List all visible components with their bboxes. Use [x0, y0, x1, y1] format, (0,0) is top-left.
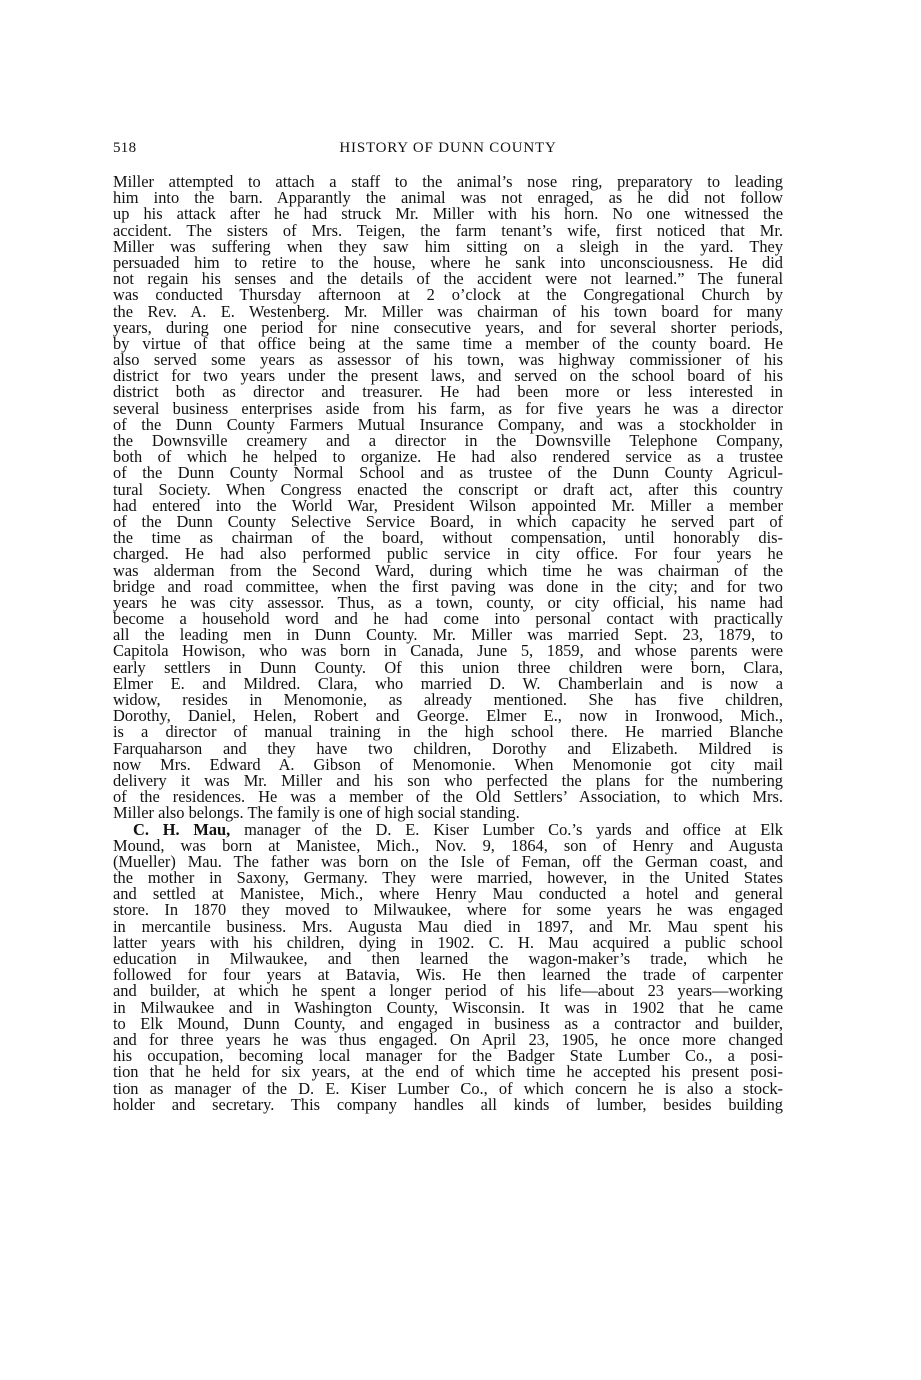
text-line-rest: manager of the D. E. Kiser Lumber Co.’s yards and office at Elk [230, 819, 784, 839]
body-text [113, 174, 783, 1113]
text-line: accident. The sisters of Mrs. Teigen, the farm tenant’s wife, first noticed that Mr. [113, 220, 783, 240]
text-line: several business enterprises aside from his farm, as for five years he was a director [113, 398, 783, 418]
text-line: become a household word and he had come into personal contact with practically [113, 609, 783, 629]
text-line: also served some years as assessor of his town, was highway commissioner of his [113, 350, 783, 370]
text-line: tural Society. When Congress enacted the conscript or draft act, after this country [113, 479, 783, 499]
text-line: by virtue of that office being at the same time a member of the county board. He [113, 333, 783, 353]
text-line: now Mrs. Edward A. Gibson of Menomonie. When Menomonie got city mail [113, 754, 783, 774]
text-line: was conducted Thursday afternoon at 2 o’clock at the Congregational Church by [113, 285, 783, 305]
text-line: tion that he held for six years, at the end of which time he accepted his present posi- [113, 1062, 783, 1082]
paragraph-miller [113, 174, 783, 822]
text-line: him into the barn. Apparantly the animal was not enraged, as he did not follow [113, 188, 783, 208]
biography-subject-name: C. H. Mau, [133, 819, 231, 839]
text-line: holder and secretary. This company handles all kinds of lumber, besides building [113, 1094, 783, 1114]
text-line: Farquaharson and they have two children, Dorothy and Elizabeth. Mildred is [113, 738, 783, 758]
text-line: to Elk Mound, Dunn County, and engaged in business as a contractor and builder, [113, 1013, 783, 1033]
text-line: Miller also belongs. The family is one of high social standing. [113, 803, 520, 823]
text-line: bridge and road committee, when the first paving was done in the city; and for two [113, 576, 783, 596]
text-line: education in Milwaukee, and then learned the wagon-maker’s trade, which he [113, 949, 783, 968]
text-line: district both as director and treasurer. He had been more or less interested in [113, 382, 783, 402]
text-line: in mercantile business. Mrs. Augusta Mau died in 1897, and Mr. Mau spent his [113, 916, 783, 936]
text-line: store. In 1870 they moved to Milwaukee, where for some years he was engaged [113, 900, 783, 920]
text-line: of the Dunn County Selective Service Board, in which capacity he served part of [113, 511, 783, 531]
text-line: the Rev. A. E. Westenberg. Mr. Miller was chairman of his town board for many [113, 301, 783, 321]
text-line: both of which he helped to organize. He had also rendered service as a trustee [113, 447, 783, 467]
page-number: 518 [113, 140, 137, 156]
text-line: had entered into the World War, President Wilson appointed Mr. Miller a member [113, 495, 783, 515]
text-line: latter years with his children, dying in 1902. C. H. Mau acquired a public school [113, 932, 783, 952]
text-line: is a director of manual training in the high school there. He married Blanche [113, 722, 783, 742]
text-line: years he was city assessor. Thus, as a town, county, or city official, his name had [113, 592, 783, 612]
text-line: of the Dunn County Normal School and as trustee of the Dunn County Agricul- [113, 463, 783, 483]
text-line: Miller attempted to attach a staff to the animal’s nose ring, preparatory to leading [113, 172, 783, 191]
text-line: all the leading men in Dunn County. Mr. Miller was married Sept. 23, 1879, to [113, 625, 783, 645]
text-line: (Mueller) Mau. The father was born on the Isle of Feman, off the German coast, and [113, 851, 783, 871]
text-line: of the residences. He was a member of the Old Settlers’ Association, to which Mrs. [113, 787, 783, 807]
text-line: charged. He had also performed public service in city office. For four years he [113, 544, 783, 564]
text-line: years, during one period for nine consecutive years, and for several shorter periods, [113, 317, 783, 337]
running-head [113, 140, 783, 162]
text-line: persuaded him to retire to the house, where he sank into unconsciousness. He did [113, 252, 783, 272]
text-line: in Milwaukee and in Washington County, Wisconsin. It was in 1902 that he came [113, 997, 783, 1017]
text-line: and settled at Manistee, Mich., where Henry Mau conducted a hotel and general [113, 884, 783, 904]
text-line: the mother in Saxony, Germany. They were married, however, in the United States [113, 868, 783, 888]
text-line: was alderman from the Second Ward, during which time he was chairman of the [113, 560, 783, 580]
text-line: and for three years he was thus engaged. On April 23, 1905, he once more changed [113, 1029, 783, 1049]
text-line: the time as chairman of the board, without compensation, until honorably dis- [113, 528, 783, 548]
text-line: and builder, at which he spent a longer period of his life—about 23 years—working [113, 981, 783, 1001]
text-line: delivery it was Mr. Miller and his son who perfected the plans for the numbering [113, 770, 783, 790]
text-line: Capitola Howison, who was born in Canada, June 5, 1859, and whose parents were [113, 641, 783, 661]
text-line: Dorothy, Daniel, Helen, Robert and George. Elmer E., now in Ironwood, Mich., [113, 706, 783, 726]
running-title: HISTORY OF DUNN COUNTY [339, 140, 557, 156]
text-line: early settlers in Dunn County. Of this union three children were born, Clara, [113, 657, 783, 677]
text-line: not regain his senses and the details of the accident were not learned.” The funeral [113, 269, 783, 289]
text-line: followed for four years at Batavia, Wis. He then learned the trade of carpenter [113, 965, 783, 985]
text-line: district for two years under the present laws, and served on the school board of his [113, 366, 783, 386]
text-line: tion as manager of the D. E. Kiser Lumber Co., of which concern he is also a stock- [113, 1078, 783, 1098]
text-line: up his attack after he had struck Mr. Miller with his horn. No one witnessed the [113, 204, 783, 224]
text-line: the Downsville creamery and a director in the Downsville Telephone Company, [113, 431, 783, 450]
text-line: of the Dunn County Farmers Mutual Insurance Company, and was a stockholder in [113, 414, 783, 434]
text-line: widow, resides in Menomonie, as already mentioned. She has five children, [113, 690, 783, 709]
text-line: Mound, was born at Manistee, Mich., Nov. 9, 1864, son of Henry and Augusta [113, 835, 783, 855]
text-line: Elmer E. and Mildred. Clara, who married D. W. Chamberlain and is now a [113, 673, 783, 693]
text-line: his occupation, becoming local manager for the Badger State Lumber Co., a posi- [113, 1046, 783, 1066]
paragraph-mau [113, 819, 784, 1114]
text-line: Miller was suffering when they saw him sitting on a sleigh in the yard. They [113, 236, 783, 256]
